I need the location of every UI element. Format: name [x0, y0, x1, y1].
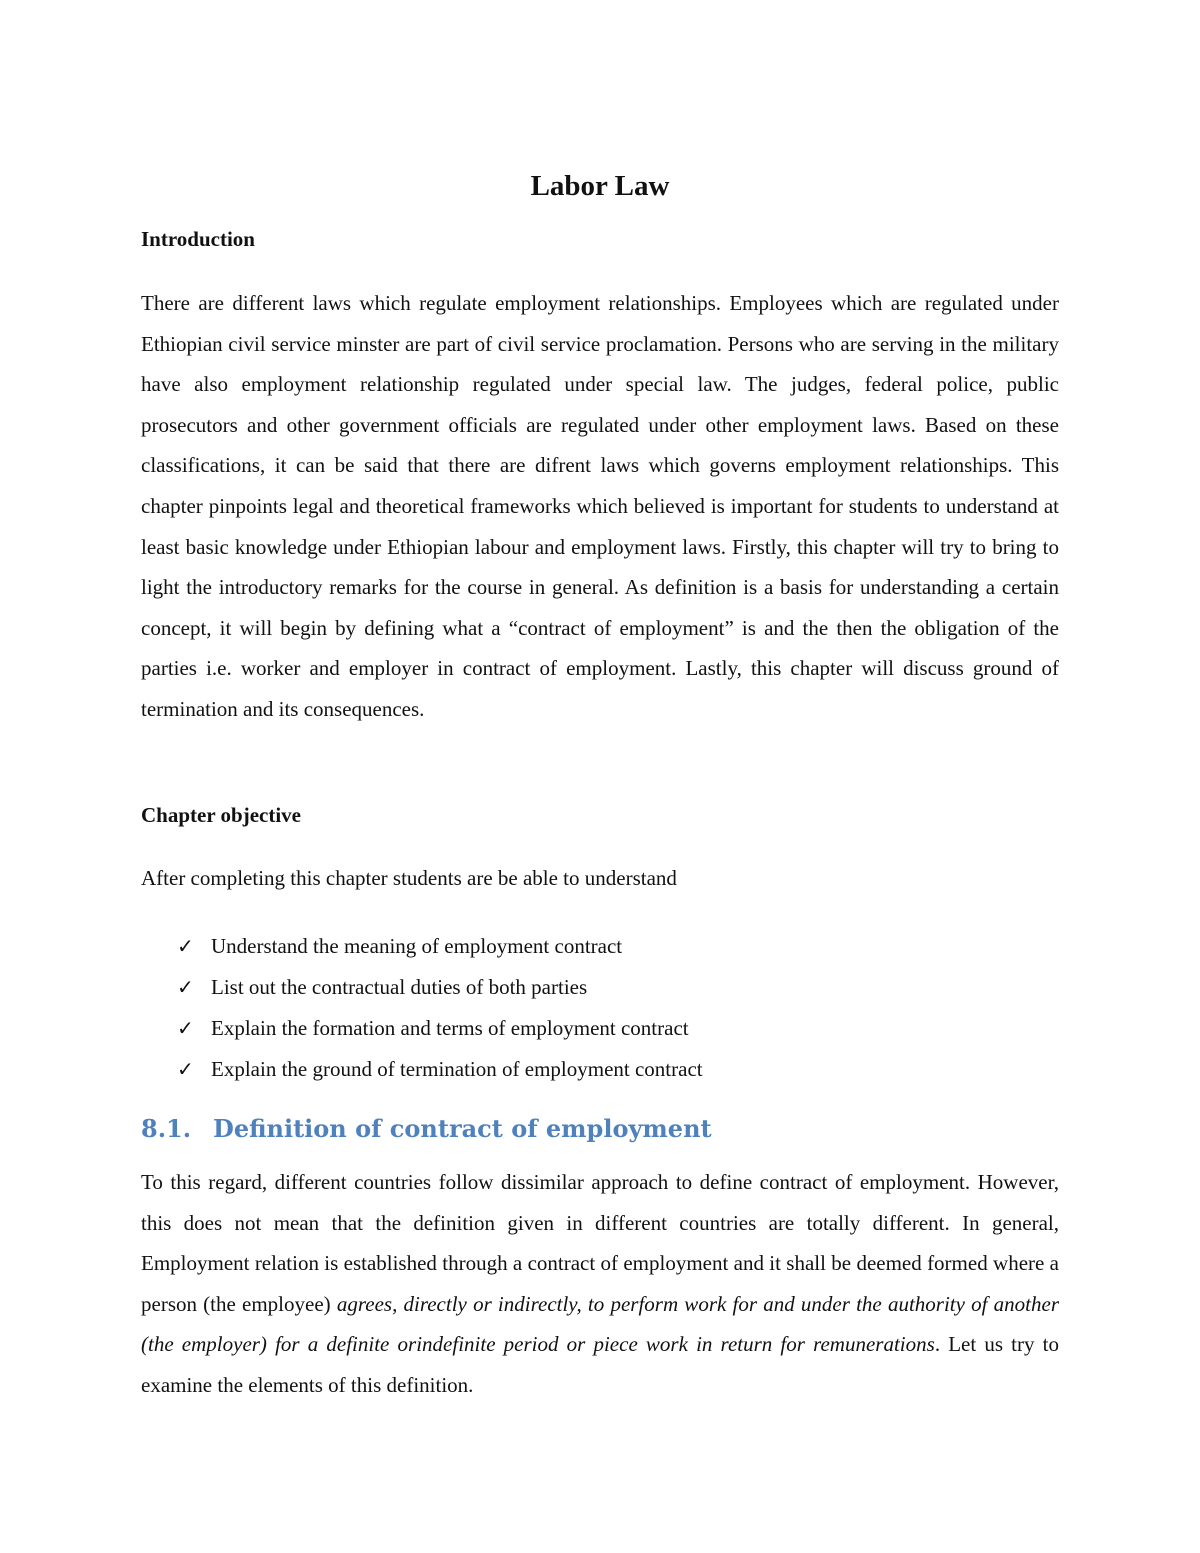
objective-item-text: Explain the ground of termination of employment contract — [211, 1056, 703, 1081]
objective-list — [177, 925, 703, 1089]
introduction-heading: Introduction — [141, 227, 255, 251]
section-heading — [141, 1111, 712, 1147]
definition-paragraph — [141, 1162, 1059, 1406]
objective-list-item — [177, 1007, 703, 1048]
objective-item-text: Understand the meaning of employment contract — [211, 933, 623, 958]
introduction-paragraph: There are different laws which regulate employment relationships. Employees which are regulated under Ethiopian civil service minster are part of civil service proclamation. Persons who are serving in the military have also employment relationship regulated under special law. The judges, federal police, public prosecutors and other government officials are regulated under other employment laws. Based on these classifications, it can be said that there are difrent laws which governs employment relationships. This chapter pinpoints legal and theoretical frameworks which believed is important for students to understand at least basic knowledge under Ethiopian labour and employment laws. Firstly, this chapter will try to bring to light the introductory remarks for the course in general. As definition is a basis for understanding a certain concept, it will begin by defining what a “contract of employment” is and the then the obligation of the parties i.e. worker and employer in contract of employment. Lastly, this chapter will discuss ground of termination and its consequences. — [141, 291, 1059, 721]
objective-item-text: List out the contractual duties of both parties — [211, 974, 588, 999]
definition-text-start: To this regard, different countries follow dissimilar approach to define contract of employment. However, this does not mean that the definition given in different countries are totally different. In general, Employment relation is established through a contract of employment and it shall be deemed formed where a person (the employee) — [141, 1170, 1059, 1316]
objective-lead-text: After completing this chapter students are be able to understand — [141, 866, 677, 890]
definition-text-end: . Let us try to examine the elements of this definition. — [141, 1332, 1059, 1397]
objective-list-item — [177, 966, 703, 1007]
checkmark-icon: ✓ — [177, 974, 194, 999]
checkmark-icon: ✓ — [177, 1015, 194, 1040]
document-title: Labor Law — [530, 170, 670, 202]
objective-list-item — [177, 1048, 703, 1089]
section-number: 8.1. — [141, 1114, 192, 1143]
chapter-objective-heading: Chapter objective — [141, 803, 301, 827]
checkmark-icon: ✓ — [177, 1056, 194, 1081]
section-title: Definition of contract of employment — [213, 1114, 712, 1143]
checkmark-icon: ✓ — [177, 933, 194, 958]
objective-list-item — [177, 925, 703, 966]
definition-italic-quote: agrees, directly or indirectly, to perform work for and under the authority of another (the employer) for a definite orindefinite period or piece work in return for remunerations — [141, 1291, 1059, 1357]
objective-item-text: Explain the formation and terms of employment contract — [211, 1015, 689, 1040]
